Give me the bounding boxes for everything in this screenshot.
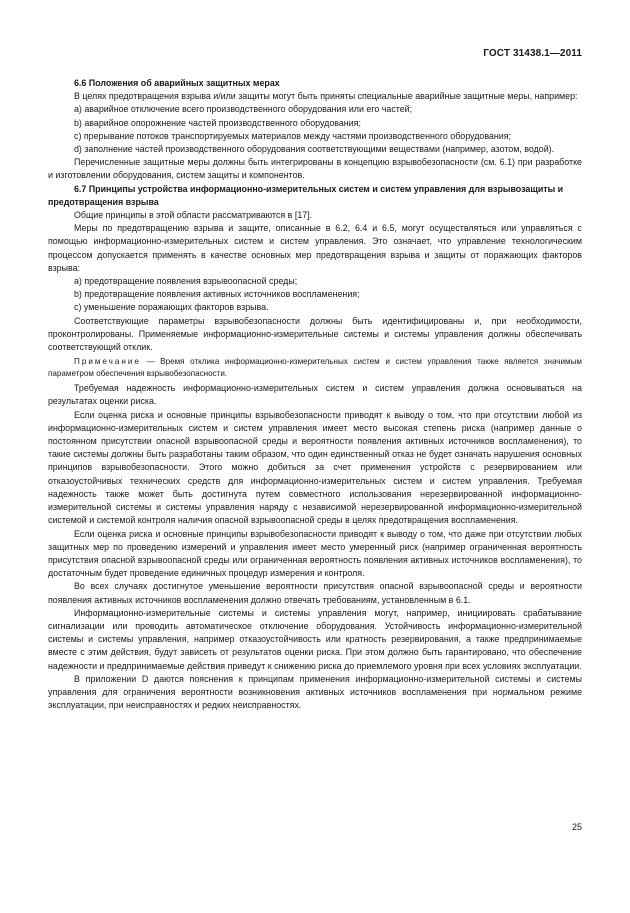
paragraph: Перечисленные защитные меры должны быть интегрированы в концепцию взрывобезопасности (см. 6.1) при разработке и изготовлении оборудования, систем защиты и компонентов. [48, 157, 582, 181]
list-item: с) прерывание потоков транспортируемых материалов между частями производственного оборудования; [74, 130, 511, 141]
note [48, 356, 582, 380]
paragraph: Если оценка риска и основные принципы взрывобезопасности приводят к выводу о том, что при отсутствии любой из информационно-измерительных систем и систем управления имеет место высокая степень риска (например данные о постоянном присутствии опасной взрывоопасной среды и вероятности появления активных источников воспламенения), то такие системы должны быть разработаны таким образом, что один единственный отказ не будет означать нарушения основных принципов взрывобезопасности. Этого можно добиться за счет применения устройств с резервированием или отказоустойчивых технических средств для информационно-измерительных систем и систем управления. Требуемая надежность также может быть достигнута путем совместного использования нерезервированной информационно-измерительной системы и системы управления наряду с независимой нерезервированной информационно-измерительной системой и системой контроля наличия опасной взрывоопасной среды в целях предотвращения воспламенения. [48, 409, 582, 526]
list-item: b) аварийное опорожнение частей производственного оборудования; [74, 117, 361, 128]
section-6-6-heading: 6.6 Положения об аварийных защитных мерах [74, 78, 280, 88]
paragraph: Общие принципы в этой области рассматриваются в [17]. [74, 210, 313, 221]
list-item: а) аварийное отключение всего производственного оборудования или его частей; [74, 104, 413, 115]
note-text: — Время отклика информационно-измерительных систем и систем управления также является значимым параметром обеспечения взрывобезопасности. [48, 357, 582, 379]
list-item: а) предотвращение появления взрывоопасной среды; [74, 276, 298, 287]
paragraph: Во всех случаях достигнутое уменьшение вероятности присутствия опасной взрывоопасной среды и вероятности появления активных источников воспламенения должно отвечать требованиям, установленным в 6.1. [48, 581, 582, 605]
list-item: b) предотвращение появления активных источников воспламенения; [74, 289, 360, 300]
list-item: d) заполнение частей производственного оборудования соответствующими веществами (например, азотом, водой). [74, 144, 555, 155]
paragraph: Если оценка риска и основные принципы взрывобезопасности приводят к выводу о том, что даже при отсутствии любых защитных мер по проведению измерений и управления имеет место умеренный риск (например ограниченная вероятность присутствия опасной взрывоопасной среды или ограниченная вероятность появления активных источников воспламенения), то достаточным будет проведение единичных процедур измерения и контроля. [48, 528, 582, 579]
section-6-7-heading: 6.7 Принципы устройства информационно-измерительных систем и систем управления для взрывозащиты и предотвращения взрыва [48, 183, 564, 207]
paragraph: В приложении D даются пояснения к принципам применения информационно-измерительной системы и системы управления для ограничения вероятности возникновения активных источников воспламенения при нормальном режиме эксплуатации, при неисправностях и редких неисправностях. [48, 673, 582, 711]
paragraph: В целях предотвращения взрыва и/или защиты могут быть приняты специальные аварийные защитные меры, например: [74, 91, 578, 102]
note-label: Примечание [74, 357, 141, 367]
page-body [48, 77, 582, 712]
document-header: ГОСТ 31438.1—2011 [483, 48, 582, 59]
paragraph: Меры по предотвращению взрыва и защите, описанные в 6.2, 6.4 и 6.5, могут осуществляться или управляться с помощью информационно-измерительных систем и систем управления. Это означает, что управление технологическим процессом допускается применять в качестве основных мер предотвращения взрыва и защиты от поражающих факторов взрыва: [48, 223, 582, 273]
list-item: с) уменьшение поражающих факторов взрыва. [74, 302, 269, 313]
paragraph: Соответствующие параметры взрывобезопасности должны быть идентифицированы и, при необходимости, проконтролированы. Применяемые информационно-измерительные системы и системы управления должны обеспечивать соответствующий отклик. [48, 315, 582, 353]
paragraph: Информационно-измерительные системы и системы управления могут, например, инициировать срабатывание сигнализации или проводить автоматическое отключение оборудования. Устойчивость информационно-измерительной системы и системы управления, например отказоустойчивость или кратность резервирования, а также предпринимаемые вместе с этим действия, будут зависеть от результатов оценки риска. При этом должно быть гарантировано, что обеспечение надежности и предпринимаемые действия приведут к снижению риска до приемлемого уровня при всех условиях эксплуатации. [48, 607, 582, 671]
page-number: 25 [571, 822, 582, 832]
paragraph: Требуемая надежность информационно-измерительных систем и систем управления должна основываться на результатах оценки риска. [48, 383, 582, 407]
